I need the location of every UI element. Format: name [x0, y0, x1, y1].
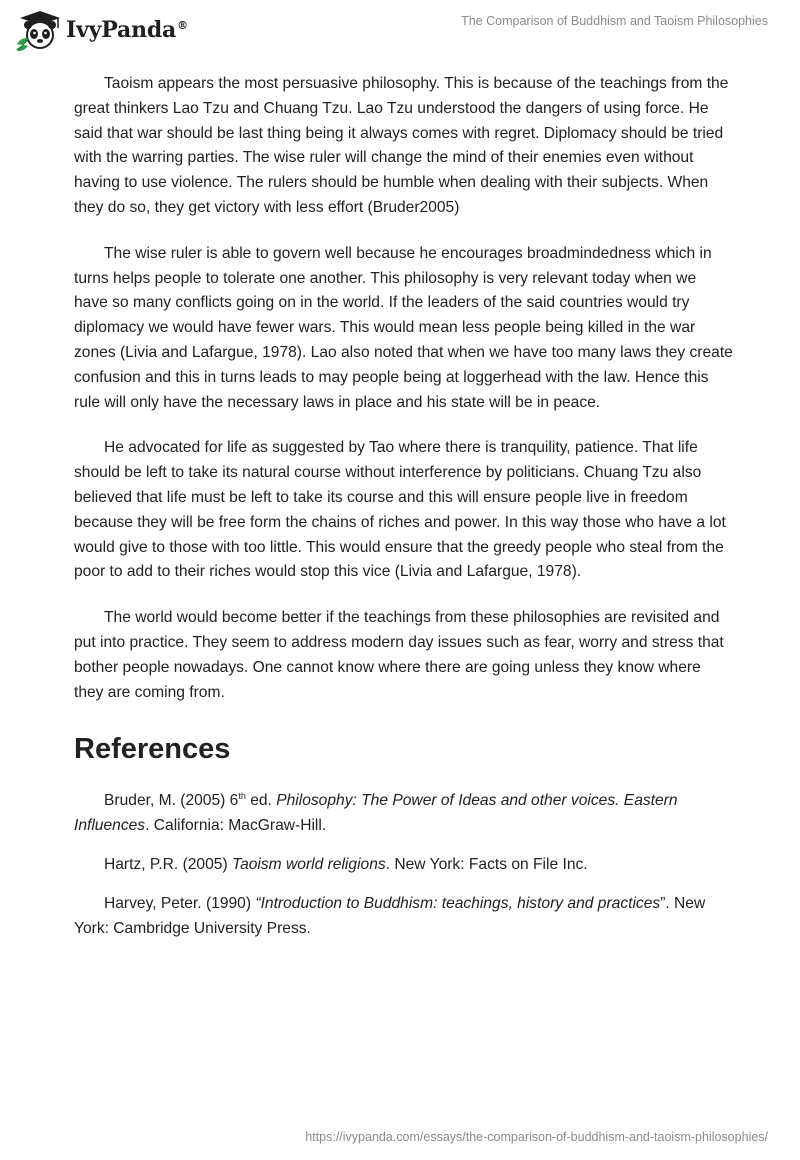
document-title: The Comparison of Buddhism and Taoism Philosophies [461, 14, 768, 28]
panda-logo-icon [14, 8, 62, 52]
reference-item: Harvey, Peter. (1990) “Introduction to Buddhism: teachings, history and practices”. New York: Cambridge University Press. [74, 894, 706, 937]
paragraph: The wise ruler is able to govern well because he encourages broadmindedness which in turns helps people to tolerate one another. This philosophy is very relevant today when we have so many conflicts going on in the world. If the leaders of the said countries would try diplomacy we would have fewer wars. This would mean less people being killed in the war zones (Livia and Lafargue, 1978). Lao also noted that when we have too many laws they create confusion and this in turns leads to may people being at loggerhead with the law. Hence this rule will only have the necessary laws in place and his state will be in peace. [74, 244, 733, 411]
paragraph: He advocated for life as suggested by Tao where there is tranquility, patience. That life should be left to take its natural course without interference by politicians. Chuang Tzu also believed that life must be left to take its course and this will ensure people live in freedom because they will be free form the chains of riches and power. In this way those who have a lot would give to those with too little. This would ensure that the greedy people who steal from the poor to add to their riches would stop this vice (Livia and Lafargue, 1978). [74, 439, 726, 581]
paragraph: Taoism appears the most persuasive philosophy. This is because of the teachings from the great thinkers Lao Tzu and Chuang Tzu. Lao Tzu understood the dangers of using force. He said that war should be last thing being it always comes with regret. Diplomacy should be tried with the warring parties. The wise ruler will change the mind of their enemies even without having to use violence. The rulers should be humble when dealing with their subjects. When they do so, they get victory with less effort (Bruder2005) [74, 75, 729, 216]
reference-item: Bruder, M. (2005) 6th ed. Philosophy: The Power of Ideas and other voices. Eastern Influences. California: MacGraw-Hill. [74, 791, 678, 835]
ivypanda-logo[interactable] [14, 8, 188, 52]
brand-name: IvyPanda® [66, 17, 188, 43]
references-heading: References [74, 733, 231, 766]
reference-item: Hartz, P.R. (2005) Taoism world religions. New York: Facts on File Inc. [104, 855, 588, 873]
page-header [0, 0, 800, 60]
essay-body [74, 72, 734, 955]
paragraph: The world would become better if the teachings from these philosophies are revisited and put into practice. They seem to address modern day issues such as fear, worry and stress that bother people nowadays. One cannot know where there are going unless they know where they are coming from. [74, 609, 724, 701]
source-url[interactable]: https://ivypanda.com/essays/the-comparison-of-buddhism-and-taoism-philosophies/ [305, 1130, 768, 1144]
